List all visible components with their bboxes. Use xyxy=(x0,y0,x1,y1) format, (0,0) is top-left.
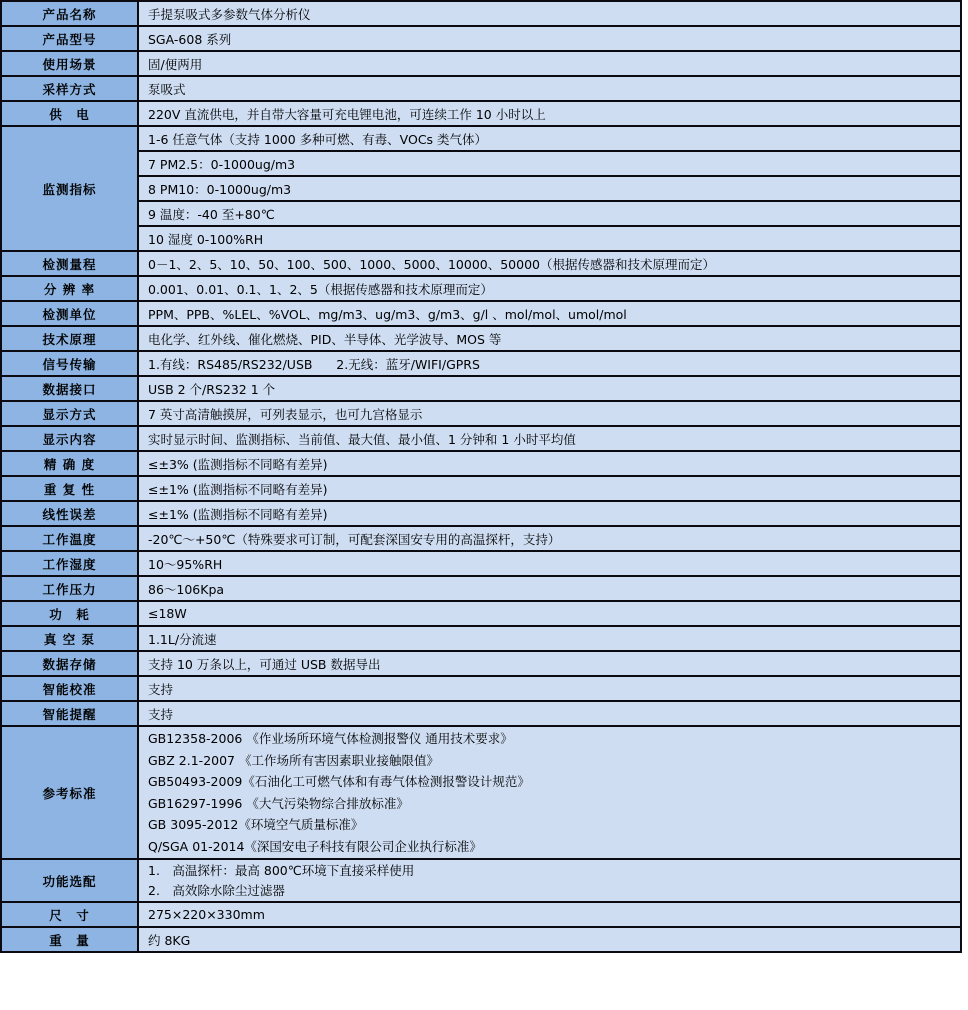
table-row xyxy=(1,126,961,151)
row-label: 线性误差 xyxy=(1,501,138,526)
row-label: 数据存储 xyxy=(1,651,138,676)
row-label: 技术原理 xyxy=(1,326,138,351)
table-row xyxy=(1,51,961,76)
row-label: 工作温度 xyxy=(1,526,138,551)
table-row xyxy=(1,451,961,476)
table-row xyxy=(1,151,961,176)
row-value-cell: 7 PM2.5：0-1000ug/m3 xyxy=(138,151,961,176)
row-value-cell: 1.有线：RS485/RS232/USB 2.无线：蓝牙/WIFI/GPRS xyxy=(138,351,961,376)
row-value-cell: PPM、PPB、%LEL、%VOL、mg/m3、ug/m3、g/m3、g/l 、mol/mol、umol/mol xyxy=(138,301,961,326)
table-row xyxy=(1,251,961,276)
value-line: GB12358-2006 《作业场所环境气体检测报警仪 通用技术要求》 xyxy=(148,731,513,746)
table-row xyxy=(1,651,961,676)
row-label: 产品型号 xyxy=(1,26,138,51)
table-row xyxy=(1,26,961,51)
table-row xyxy=(1,201,961,226)
row-value-cell: 0－1、2、5、10、50、100、500、1000、5000、10000、50000（根据传感器和技术原理而定） xyxy=(138,251,961,276)
table-row xyxy=(1,476,961,501)
row-value-cell: USB 2 个/RS232 1 个 xyxy=(138,376,961,401)
row-value-cell-multiline xyxy=(138,859,961,902)
row-label: 智能提醒 xyxy=(1,701,138,726)
table-row xyxy=(1,676,961,701)
table-row xyxy=(1,927,961,952)
row-label: 显示方式 xyxy=(1,401,138,426)
row-value-cell: ≤18W xyxy=(138,601,961,626)
row-value-cell: 9 温度：-40 至+80℃ xyxy=(138,201,961,226)
table-row xyxy=(1,576,961,601)
row-value-cell: ≤±3% (监测指标不同略有差异) xyxy=(138,451,961,476)
row-label: 分 辨 率 xyxy=(1,276,138,301)
spec-table-body xyxy=(1,1,961,952)
row-label: 功能选配 xyxy=(1,859,138,902)
value-line: 2. 高效除水除尘过滤器 xyxy=(148,882,285,898)
table-row xyxy=(1,902,961,927)
table-row xyxy=(1,351,961,376)
table-row xyxy=(1,426,961,451)
table-row xyxy=(1,401,961,426)
row-value-cell: 10～95%RH xyxy=(138,551,961,576)
row-value-cell: 电化学、红外线、催化燃烧、PID、半导体、光学波导、MOS 等 xyxy=(138,326,961,351)
row-value-cell: 1.1L/分流速 xyxy=(138,626,961,651)
row-value-cell: 实时显示时间、监测指标、当前值、最大值、最小值、1 分钟和 1 小时平均值 xyxy=(138,426,961,451)
row-value-cell: ≤±1% (监测指标不同略有差异) xyxy=(138,501,961,526)
row-value-cell: 支持 10 万条以上，可通过 USB 数据导出 xyxy=(138,651,961,676)
table-row xyxy=(1,601,961,626)
row-value-cell: 8 PM10：0-1000ug/m3 xyxy=(138,176,961,201)
row-label: 工作湿度 xyxy=(1,551,138,576)
row-value-cell: 1-6 任意气体（支持 1000 多种可燃、有毒、VOCs 类气体） xyxy=(138,126,961,151)
table-row xyxy=(1,626,961,651)
table-row xyxy=(1,276,961,301)
row-value-cell: 手提泵吸式多参数气体分析仪 xyxy=(138,1,961,26)
table-row xyxy=(1,726,961,859)
row-label: 重 复 性 xyxy=(1,476,138,501)
row-label: 工作压力 xyxy=(1,576,138,601)
value-line: GB 3095-2012《环境空气质量标准》 xyxy=(148,817,364,832)
row-label: 采样方式 xyxy=(1,76,138,101)
row-value-cell: 86～106Kpa xyxy=(138,576,961,601)
table-row xyxy=(1,376,961,401)
row-label: 真 空 泵 xyxy=(1,626,138,651)
table-row xyxy=(1,859,961,902)
row-value-cell: 固/便两用 xyxy=(138,51,961,76)
row-label: 检测单位 xyxy=(1,301,138,326)
table-row xyxy=(1,76,961,101)
row-label: 使用场景 xyxy=(1,51,138,76)
row-label: 监测指标 xyxy=(1,126,138,251)
value-line: GBZ 2.1-2007 《工作场所有害因素职业接触限值》 xyxy=(148,752,439,768)
table-row xyxy=(1,526,961,551)
row-label: 参考标准 xyxy=(1,726,138,859)
row-value-cell: 220V 直流供电，并自带大容量可充电锂电池，可连续工作 10 小时以上 xyxy=(138,101,961,126)
table-row xyxy=(1,301,961,326)
row-value-cell: 10 湿度 0-100%RH xyxy=(138,226,961,251)
row-value-cell: 支持 xyxy=(138,676,961,701)
row-label: 产品名称 xyxy=(1,1,138,26)
row-value-cell: 7 英寸高清触摸屏，可列表显示，也可九宫格显示 xyxy=(138,401,961,426)
value-line: GB16297-1996 《大气污染物综合排放标准》 xyxy=(148,795,409,811)
value-line: GB50493-2009《石油化工可燃气体和有毒气体检测报警设计规范》 xyxy=(148,774,530,789)
row-label: 精 确 度 xyxy=(1,451,138,476)
table-row xyxy=(1,226,961,251)
table-row xyxy=(1,501,961,526)
row-label: 重 量 xyxy=(1,927,138,952)
row-label: 尺 寸 xyxy=(1,902,138,927)
row-label: 信号传输 xyxy=(1,351,138,376)
table-row xyxy=(1,101,961,126)
row-value-cell: -20℃～+50℃（特殊要求可订制，可配套深国安专用的高温探杆，支持） xyxy=(138,526,961,551)
row-value-cell: 约 8KG xyxy=(138,927,961,952)
row-value-cell: 0.001、0.01、0.1、1、2、5（根据传感器和技术原理而定） xyxy=(138,276,961,301)
row-value-cell: 泵吸式 xyxy=(138,76,961,101)
value-line: Q/SGA 01-2014《深国安电子科技有限公司企业执行标准》 xyxy=(148,838,482,854)
value-line: 1. 高温探杆：最高 800℃环境下直接采样使用 xyxy=(148,863,415,878)
table-row xyxy=(1,551,961,576)
row-value-cell: 支持 xyxy=(138,701,961,726)
row-value-cell-multiline xyxy=(138,726,961,859)
row-value-cell: 275×220×330mm xyxy=(138,902,961,927)
row-label: 智能校准 xyxy=(1,676,138,701)
row-label: 检测量程 xyxy=(1,251,138,276)
table-row xyxy=(1,701,961,726)
row-label: 显示内容 xyxy=(1,426,138,451)
row-value-cell: ≤±1% (监测指标不同略有差异) xyxy=(138,476,961,501)
row-value-cell: SGA-608 系列 xyxy=(138,26,961,51)
row-label: 供 电 xyxy=(1,101,138,126)
table-row xyxy=(1,326,961,351)
row-label: 功 耗 xyxy=(1,601,138,626)
table-row xyxy=(1,176,961,201)
row-label: 数据接口 xyxy=(1,376,138,401)
table-row xyxy=(1,1,961,26)
